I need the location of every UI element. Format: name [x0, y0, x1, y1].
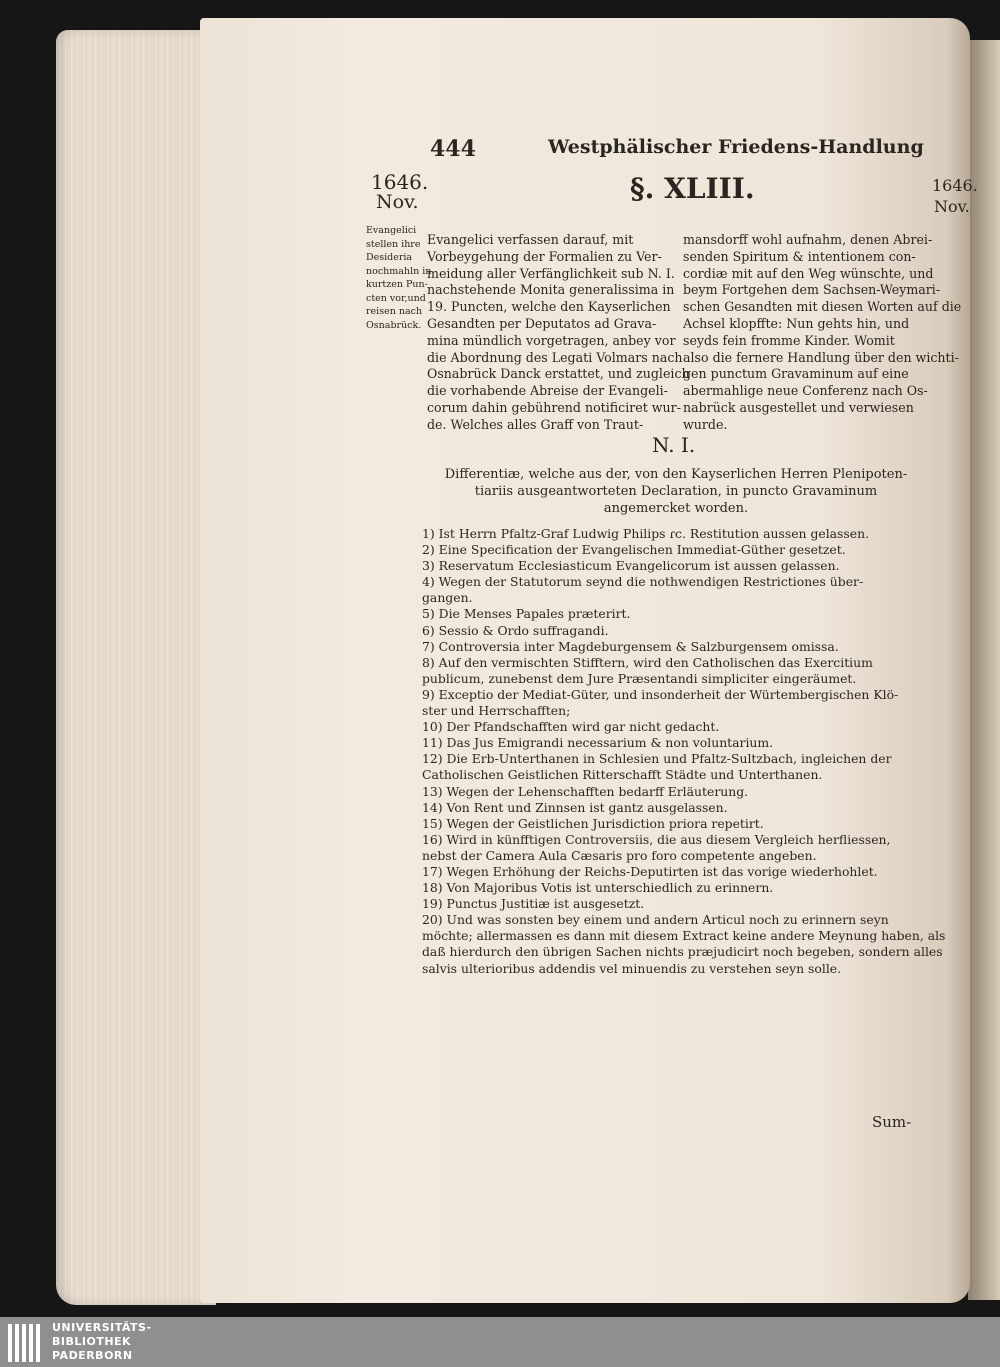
side-note-line: stellen ihre [366, 238, 421, 250]
text-line: corum dahin gebührend notificiret wur- [427, 399, 681, 415]
list-item: 13) Wegen der Lehenschafften bedarff Erläuterung. [422, 783, 749, 799]
text-line: Evangelici verfassen darauf, mit [427, 232, 634, 247]
text-line: schen Gesandten mit diesen Worten auf die [683, 299, 962, 315]
heading-line: tiariis ausgeantworteten Declaration, in puncto Gravaminum [474, 484, 878, 499]
list-item: 14) Von Rent und Zinnsen ist gantz ausgelassen. [422, 799, 728, 815]
text-line: gen punctum Gravaminum auf eine [683, 366, 909, 382]
side-note-line: Desideria [366, 252, 413, 263]
list-item: 2) Eine Specification der Evangelischen Immediat-Güther gesetzet. [422, 542, 846, 558]
left-column [427, 232, 690, 434]
list-item: 19) Punctus Justitiæ ist ausgesetzt. [422, 896, 645, 912]
text-line: de. Welches alles Graff von Traut- [427, 416, 644, 432]
list-item: 7) Controversia inter Magdeburgensem & Salzburgensem omissa. [422, 638, 839, 654]
list-item: 10) Der Pfandschafften wird gar nicht gedacht. [422, 719, 720, 735]
text-line: mansdorff wohl aufnahm, denen Abrei- [683, 232, 933, 247]
text-line: Vorbeygehung der Formalien zu Ver- [427, 248, 662, 264]
text-line: nabrück ausgestellet und verwiesen [683, 399, 914, 415]
text-line: die vorhabende Abreise der Evangeli- [427, 383, 668, 399]
side-note-line: cten vor,und [366, 292, 426, 304]
text-line: wurde. [683, 416, 728, 432]
list-item: möchte; allermassen es dann mit diesem Extract keine andere Meynung haben, als [422, 928, 946, 944]
margin-month-left: Nov. [376, 191, 419, 213]
list-item: salvis ulterioribus addendis vel minuendis zu verstehen seyn solle. [422, 960, 842, 976]
side-note-line: nochmahln in [366, 265, 432, 277]
list-item: nebst der Camera Aula Cæsaris pro foro competente angeben. [422, 847, 817, 863]
heading-line: angemercket worden. [603, 501, 749, 516]
list-item: 11) Das Jus Emigrandi necessarium & non voluntarium. [422, 735, 774, 751]
appendix-label: N. I. [652, 433, 696, 457]
library-name-line: UNIVERSITÄTS- [52, 1321, 152, 1334]
book-page-edges [56, 30, 216, 1305]
text-line: Osnabrück Danck erstattet, und zugleich [427, 366, 690, 382]
page-number: 444 [430, 136, 476, 162]
list-item: 8) Auf den vermischten Stifftern, wird den Catholischen das Exercitium [422, 654, 873, 670]
list-item: 12) Die Erb-Unterthanen in Schlesien und Pfaltz-Sultzbach, ingleichen der [422, 751, 892, 767]
side-note [366, 224, 432, 332]
margin-year-left: 1646. [371, 170, 429, 194]
text-line: abermahlige neue Conferenz nach Os- [683, 383, 928, 399]
text-line: Achsel klopffte: Nun gehts hin, und [683, 315, 910, 331]
list-item: 6) Sessio & Ordo suffragandi. [422, 622, 609, 638]
text-line: seyds fein fromme Kinder. Womit [683, 332, 895, 348]
list-item: 16) Wird in künfftigen Controversiis, die aus diesem Vergleich herfliessen, [422, 831, 891, 847]
margin-month-right: Nov. [934, 197, 970, 216]
text-line: meidung aller Verfänglichkeit sub N. I. [427, 265, 675, 281]
facing-page-edge [968, 40, 1000, 1300]
list-item: 5) Die Menses Papales præterirt. [422, 606, 631, 622]
list-item: 1) Ist Herrn Pfaltz-Graf Ludwig Philips ɾc. Restitution aussen gelassen. [422, 526, 870, 541]
text-line: also die fernere Handlung über den wichti- [683, 349, 959, 365]
right-column [683, 232, 962, 434]
library-name [52, 1321, 152, 1363]
running-title: Westphälischer Friedens-Handlung [548, 136, 924, 158]
list-item: 18) Von Majoribus Votis ist unterschiedlich zu erinnern. [422, 880, 774, 896]
text-line: senden Spiritum & intentionem con- [683, 248, 916, 264]
side-note-line: reisen nach [366, 306, 423, 317]
section-title: §. XLIII. [630, 172, 755, 205]
side-note-line: kurtzen Pun- [366, 279, 428, 290]
list-item: Catholischen Geistlichen Ritterschafft Städte und Unterthanen. [422, 767, 823, 783]
list-item: 4) Wegen der Statutorum seynd die nothwendigen Restrictiones über- [422, 574, 864, 590]
side-note-line: Evangelici [366, 225, 417, 236]
text-line: cordiæ mit auf den Weg wünschte, und [683, 265, 934, 281]
text-line: Gesandten per Deputatos ad Grava- [427, 315, 657, 331]
list-item: 9) Exceptio der Mediat-Güter, und insonderheit der Würtembergischen Klö- [422, 686, 899, 702]
list-item: 20) Und was sonsten bey einem und andern Articul noch zu erinnern seyn [422, 912, 889, 928]
differentiae-heading [424, 466, 928, 517]
catchword: Sum- [872, 1113, 912, 1131]
list-item: publicum, zunebenst dem Jure Præsentandi simpliciter eingeräumet. [422, 670, 857, 686]
library-footer [0, 1317, 1000, 1367]
library-logo-icon [8, 1324, 42, 1362]
text-line: beym Fortgehen dem Sachsen-Weymari- [683, 282, 941, 298]
list-item: 17) Wegen Erhöhung der Reichs-Deputirten ist das vorige wiederhohlet. [422, 863, 878, 879]
differentiae-list [422, 526, 946, 977]
text-line: mina mündlich vorgetragen, anbey vor [427, 332, 676, 348]
margin-year-right: 1646. [932, 176, 978, 195]
text-line: 19. Puncten, welche den Kayserlichen [427, 299, 671, 315]
list-item: ster und Herrschafften; [422, 703, 571, 719]
library-name-line: BIBLIOTHEK [52, 1335, 132, 1348]
library-name-line: PADERBORN [52, 1349, 133, 1362]
list-item: 15) Wegen der Geistlichen Jurisdiction priora repetirt. [422, 815, 764, 831]
list-item: gangen. [422, 590, 473, 606]
side-note-line: Osnabrück. [366, 319, 422, 331]
text-line: nachstehende Monita generalissima in [427, 282, 675, 298]
list-item: 3) Reservatum Ecclesiasticum Evangelicorum ist aussen gelassen. [422, 558, 840, 574]
heading-line: Differentiæ, welche aus der, von den Kayserlichen Herren Plenipoten- [444, 467, 908, 482]
text-line: die Abordnung des Legati Volmars nach [427, 349, 683, 365]
list-item: daß hierdurch den übrigen Sachen nichts præjudicirt noch begeben, sondern alles [422, 944, 943, 960]
